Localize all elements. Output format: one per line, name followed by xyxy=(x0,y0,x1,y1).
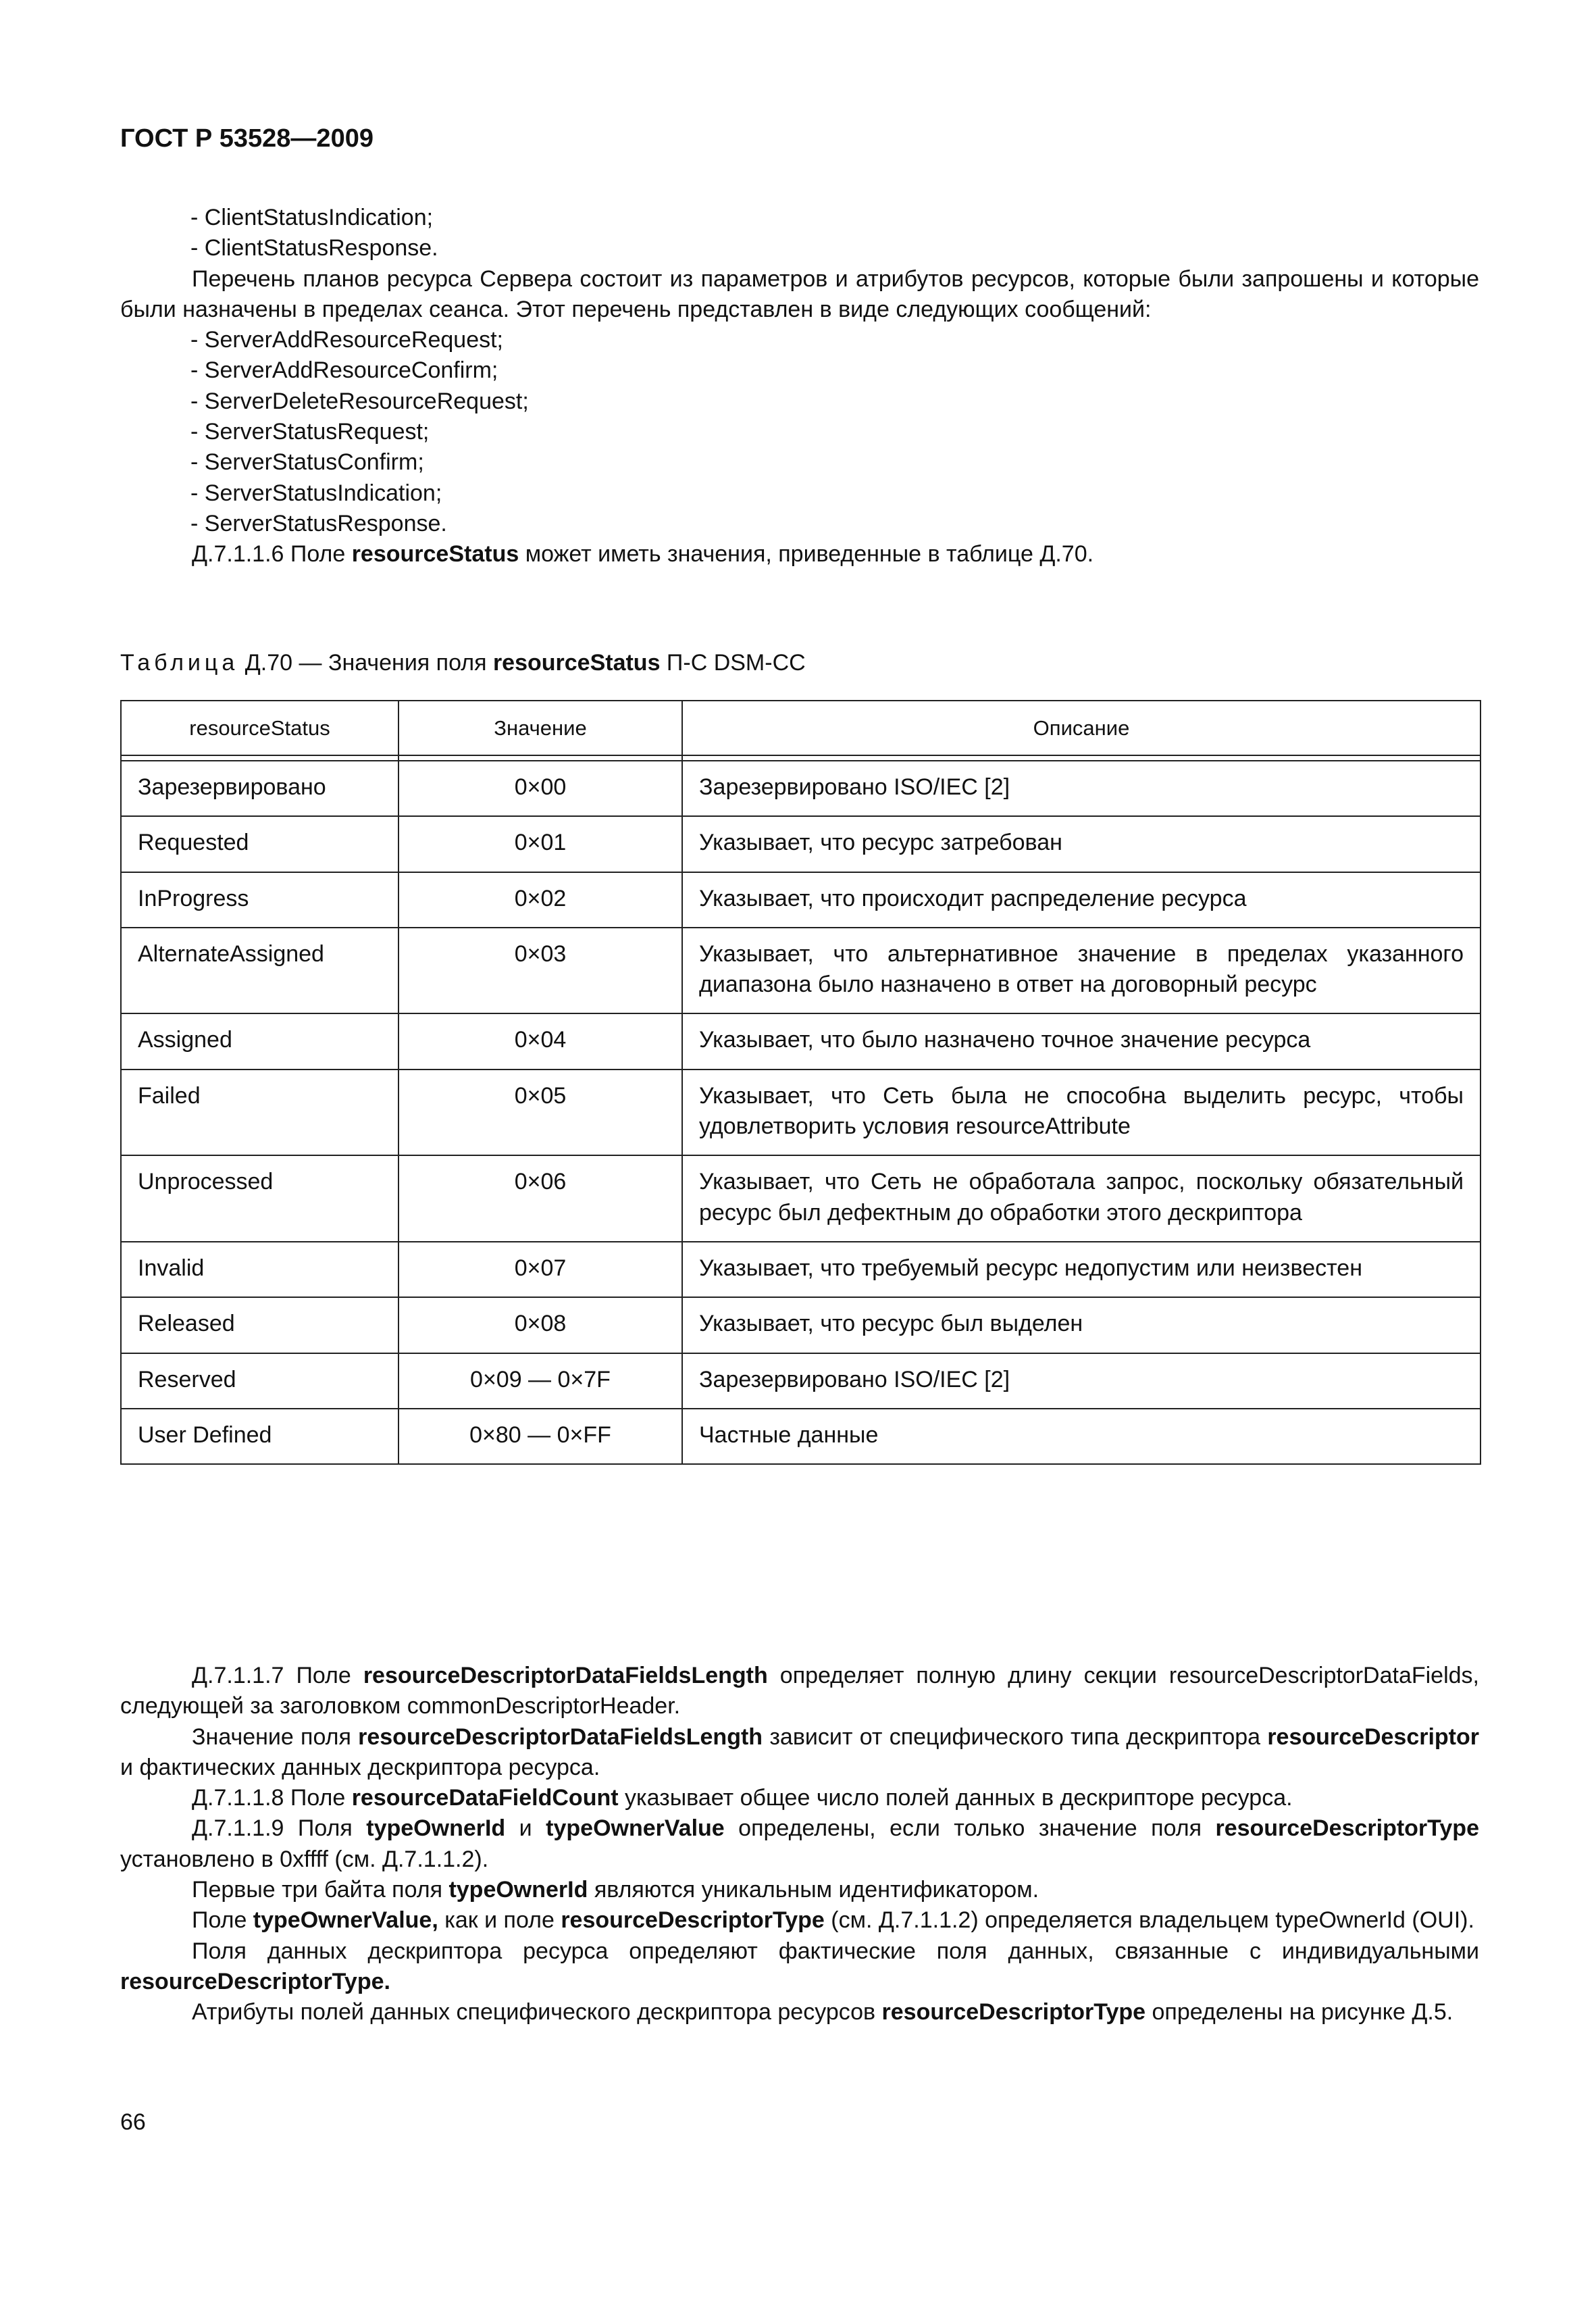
table-cell xyxy=(398,755,682,761)
paragraph-first-bytes xyxy=(120,1875,1479,1905)
table-cell: 0×06 xyxy=(398,1155,682,1242)
table-cell: 0×09 — 0×7F xyxy=(398,1353,682,1409)
text-run: (см. Д.7.1.1.2) определяется владельцем typeOwnerId (OUI). xyxy=(824,1907,1474,1934)
text-run: установлено в 0xffff (см. Д.7.1.1.2). xyxy=(120,1846,489,1872)
header-separator xyxy=(121,755,1481,761)
text-run: Д.7.1.1.9 Поля xyxy=(192,1815,367,1842)
table-cell: Unprocessed xyxy=(121,1155,398,1242)
text-run: определены на рисунке Д.5. xyxy=(1145,1999,1453,2026)
table-row xyxy=(121,816,1481,872)
column-header: resourceStatus xyxy=(121,701,398,755)
table-cell: Указывает, что Сеть была не способна выделить ресурс, чтобы удовлетворить условия resourceAttribute xyxy=(682,1070,1481,1156)
closing-block xyxy=(120,1661,1479,2028)
paragraph-d7118 xyxy=(120,1783,1479,1813)
table-caption xyxy=(120,650,806,676)
bold-term: typeOwnerId xyxy=(448,1877,588,1903)
table-cell: 0×04 xyxy=(398,1013,682,1069)
list-item: - ServerStatusIndication; xyxy=(190,480,442,506)
text-run: и xyxy=(505,1815,546,1842)
table-row xyxy=(121,1353,1481,1409)
bold-term: resourceDescriptorDataFieldsLength xyxy=(358,1724,763,1750)
table-cell: Указывает, что было назначено точное значение ресурса xyxy=(682,1013,1481,1069)
table-cell: Requested xyxy=(121,816,398,872)
table-row xyxy=(121,928,1481,1014)
text-run: может иметь значения, приведенные в таблице Д.70. xyxy=(519,541,1094,568)
text-run: Поле xyxy=(192,1907,253,1934)
paragraph-attributes xyxy=(120,1997,1479,2028)
table-row xyxy=(121,1070,1481,1156)
paragraph-d7119 xyxy=(120,1813,1479,1875)
bold-term: typeOwnerValue xyxy=(546,1815,725,1842)
table-cell: 0×01 xyxy=(398,816,682,872)
table-cell: Зарезервировано ISO/IEC [2] xyxy=(682,761,1481,816)
resource-status-table xyxy=(120,700,1481,1465)
paragraph-type-owner-value xyxy=(120,1905,1479,1936)
text-run: Поля данных дескриптора ресурса определяют фактические поля данных, связанные с индивидуальными xyxy=(192,1938,1479,1964)
table-cell: Assigned xyxy=(121,1013,398,1069)
table-cell: Указывает, что альтернативное значение в пределах указанного диапазона было назначено в ответ на договорный ресурс xyxy=(682,928,1481,1014)
paragraph-data-fields xyxy=(120,1936,1479,1998)
table-cell: Частные данные xyxy=(682,1409,1481,1464)
table-cell xyxy=(682,755,1481,761)
text-run: Атрибуты полей данных специфического дескриптора ресурсов xyxy=(192,1999,882,2026)
paragraph-d7116 xyxy=(120,539,1479,570)
bold-term: resourceStatus xyxy=(492,650,661,676)
table-cell: 0×03 xyxy=(398,928,682,1014)
table-cell: Invalid xyxy=(121,1242,398,1297)
bold-term: resourceStatus xyxy=(351,541,519,568)
text-run: указывает общее число полей данных в дескрипторе ресурса. xyxy=(618,1785,1293,1811)
table-cell: AlternateAssigned xyxy=(121,928,398,1014)
text-run: как и поле xyxy=(438,1907,561,1934)
table-cell xyxy=(121,755,398,761)
text-run: зависит от специфического типа дескриптора xyxy=(763,1724,1268,1750)
list-item: - ServerStatusResponse. xyxy=(190,510,447,536)
column-header: Значение xyxy=(398,701,682,755)
column-header: Описание xyxy=(682,701,1481,755)
text-run: П-С DSM-CC xyxy=(660,650,806,676)
table-cell: Reserved xyxy=(121,1353,398,1409)
table-cell: Released xyxy=(121,1297,398,1353)
table-cell: Указывает, что Сеть не обработала запрос, поскольку обязательный ресурс был дефектным до обработки этого дескриптора xyxy=(682,1155,1481,1242)
bold-term: typeOwnerId xyxy=(366,1815,506,1842)
bold-term: resourceDescriptor xyxy=(1267,1724,1479,1750)
text-run: Первые три байта поля xyxy=(192,1877,449,1903)
server-paragraph: Перечень планов ресурса Сервера состоит из параметров и атрибутов ресурсов, которые были запрошены и которые были назначены в пределах сеанса. Этот перечень представлен в виде следующих сообщений: xyxy=(120,266,1479,322)
table-row xyxy=(121,1297,1481,1353)
table-cell: Failed xyxy=(121,1070,398,1156)
standard-header: ГОСТ Р 53528—2009 xyxy=(120,124,374,153)
text-run: Таблица xyxy=(120,650,239,676)
intro-block xyxy=(120,203,1479,570)
table-cell: Указывает, что ресурс был выделен xyxy=(682,1297,1481,1353)
table-cell: 0×08 xyxy=(398,1297,682,1353)
table-cell: 0×05 xyxy=(398,1070,682,1156)
text-run: Д.70 — Значения поля xyxy=(238,650,493,676)
bold-term: typeOwnerValue, xyxy=(253,1907,438,1934)
paragraph-value xyxy=(120,1722,1479,1784)
list-item: - ServerDeleteResourceRequest; xyxy=(190,388,529,414)
bold-term: resourceDescriptorType xyxy=(1215,1815,1479,1842)
table-row xyxy=(121,1242,1481,1297)
list-item: - ServerAddResourceConfirm; xyxy=(190,357,498,384)
table-cell: Указывает, что ресурс затребован xyxy=(682,816,1481,872)
bold-term: resourceDescriptorType. xyxy=(120,1968,390,1994)
text-run: Значение поля xyxy=(192,1724,359,1750)
table-row xyxy=(121,1409,1481,1464)
list-item: - ClientStatusIndication; xyxy=(190,205,434,230)
bold-term: resourceDescriptorDataFieldsLength xyxy=(363,1663,768,1688)
table-row xyxy=(121,761,1481,816)
table-cell: 0×02 xyxy=(398,872,682,928)
table-row xyxy=(121,1013,1481,1069)
table-cell: 0×80 — 0×FF xyxy=(398,1409,682,1464)
list-item: - ServerAddResourceRequest; xyxy=(190,327,504,353)
table-cell: Зарезервировано xyxy=(121,761,398,816)
text-run: Д.7.1.1.6 Поле xyxy=(192,541,352,568)
paragraph-d7117 xyxy=(120,1661,1479,1722)
table-cell: InProgress xyxy=(121,872,398,928)
table-cell: 0×00 xyxy=(398,761,682,816)
text-run: Д.7.1.1.7 Поле xyxy=(192,1663,363,1688)
page-number: 66 xyxy=(120,2109,146,2135)
table-row xyxy=(121,1155,1481,1242)
bold-term: resourceDescriptorType xyxy=(561,1907,825,1934)
text-run: являются уникальным идентификатором. xyxy=(588,1877,1039,1903)
table-row xyxy=(121,872,1481,928)
table-cell: Указывает, что происходит распределение ресурса xyxy=(682,872,1481,928)
list-item: - ServerStatusRequest; xyxy=(190,419,430,445)
text-run: определяет полную длину секции resourceDescriptorDataFields, следующей за заголовком commonDescriptorHeader. xyxy=(120,1663,1479,1719)
table-cell: Зарезервировано ISO/IEC [2] xyxy=(682,1353,1481,1409)
table-cell: User Defined xyxy=(121,1409,398,1464)
list-item: - ClientStatusResponse. xyxy=(190,235,438,261)
bold-term: resourceDataFieldCount xyxy=(351,1785,619,1811)
table-cell: Указывает, что требуемый ресурс недопустим или неизвестен xyxy=(682,1242,1481,1297)
text-run: Д.7.1.1.8 Поле xyxy=(192,1785,352,1811)
text-run: и фактических данных дескриптора ресурса. xyxy=(120,1754,600,1780)
table-cell: 0×07 xyxy=(398,1242,682,1297)
list-item: - ServerStatusConfirm; xyxy=(190,449,424,476)
bold-term: resourceDescriptorType xyxy=(881,1999,1146,2026)
text-run: определены, если только значение поля xyxy=(724,1815,1216,1842)
table-header-row xyxy=(121,701,1481,755)
